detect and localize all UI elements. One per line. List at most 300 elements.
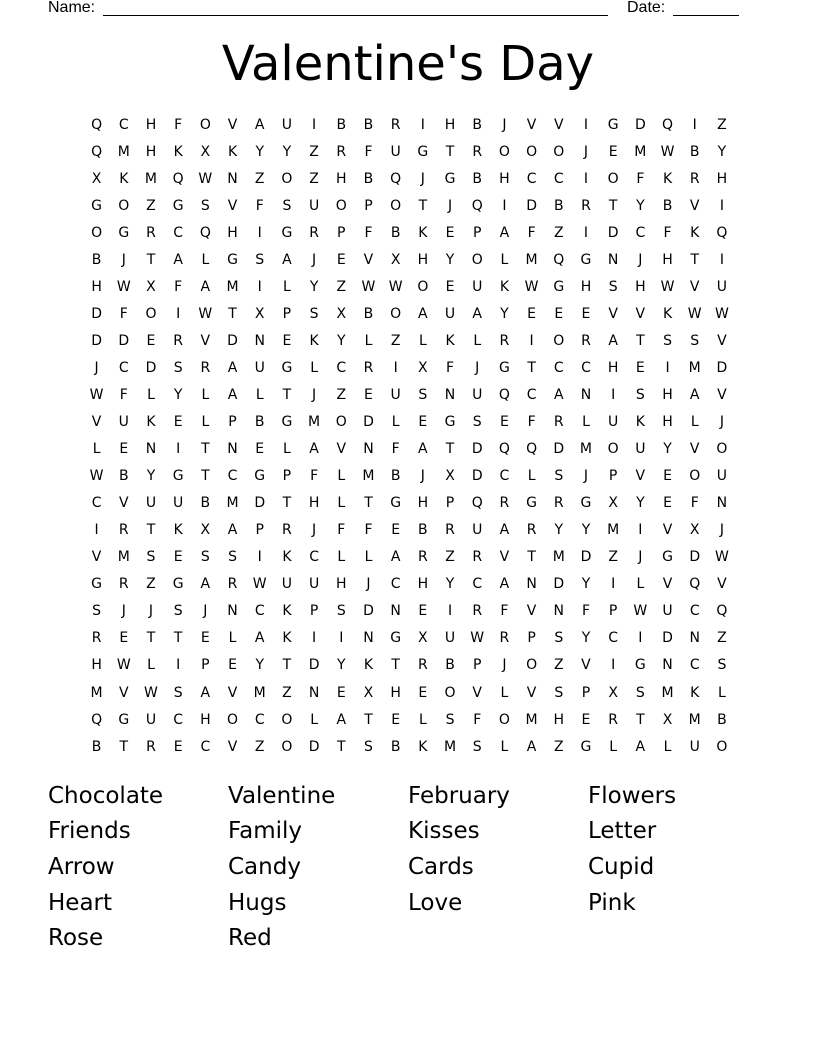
grid-letter: R — [499, 495, 510, 512]
grid-letter: I — [692, 116, 697, 133]
grid-letter: D — [227, 332, 238, 349]
word-list-row — [48, 778, 768, 814]
word-list-row — [48, 849, 768, 885]
grid-letter: G — [91, 197, 103, 214]
grid-letter: A — [499, 576, 510, 593]
grid-letter: A — [254, 630, 265, 647]
grid-letter: G — [580, 738, 592, 755]
grid-letter: Z — [608, 549, 618, 566]
grid-letter: E — [282, 332, 292, 349]
grid-letter: O — [498, 143, 510, 160]
grid-letter: U — [608, 414, 619, 431]
grid-letter: M — [661, 684, 674, 701]
grid-letter: O — [553, 143, 565, 160]
grid-letter: O — [281, 170, 293, 187]
grid-letter: V — [608, 305, 618, 322]
grid-letter: C — [200, 738, 211, 755]
grid-letter: X — [200, 522, 211, 539]
grid-letter: Y — [445, 576, 455, 593]
grid-letter: Q — [662, 116, 674, 133]
grid-letter: H — [145, 143, 157, 160]
grid-letter: E — [391, 522, 401, 539]
grid-letter: Z — [717, 116, 727, 133]
grid-letter: O — [91, 224, 103, 241]
grid-letter: V — [635, 305, 646, 322]
grid-letter: U — [390, 386, 401, 403]
grid-letter: B — [91, 251, 102, 268]
grid-letter: C — [581, 359, 591, 376]
grid-letter: V — [689, 278, 700, 295]
grid-letter: B — [472, 116, 483, 133]
grid-letter: S — [255, 251, 265, 268]
grid-letter: W — [89, 468, 104, 485]
grid-letter: D — [363, 603, 374, 620]
grid-letter: C — [254, 711, 265, 728]
grid-letter: G — [281, 359, 293, 376]
grid-letter: J — [121, 251, 126, 268]
word-list-item: Friends — [48, 818, 131, 845]
grid-letter: B — [91, 738, 102, 755]
grid-letter: S — [717, 657, 727, 674]
word-list-row — [48, 920, 768, 956]
grid-letter: M — [144, 170, 158, 187]
grid-letter: Y — [309, 278, 319, 295]
grid-letter: M — [226, 278, 239, 295]
grid-letter: L — [690, 414, 699, 431]
grid-letter: B — [689, 143, 700, 160]
grid-letter: E — [499, 414, 509, 431]
grid-letter: M — [308, 414, 321, 431]
grid-letter: X — [608, 684, 618, 701]
grid-letter: J — [420, 170, 425, 187]
grid-letter: A — [553, 386, 564, 403]
worksheet-header — [48, 0, 748, 20]
grid-letter: R — [472, 143, 483, 160]
grid-letter: P — [608, 603, 618, 620]
grid-letter: O — [444, 684, 456, 701]
grid-letter: V — [472, 684, 482, 701]
grid-row — [83, 327, 736, 354]
grid-letter: T — [445, 441, 455, 458]
grid-letter: W — [660, 143, 675, 160]
grid-letter: F — [174, 116, 183, 133]
grid-letter: D — [553, 441, 565, 458]
grid-letter: S — [690, 332, 700, 349]
grid-letter: S — [635, 684, 645, 701]
grid-letter: H — [308, 495, 320, 512]
grid-letter: Z — [282, 684, 292, 701]
grid-letter: F — [581, 603, 590, 620]
grid-letter: E — [418, 684, 428, 701]
grid-letter: J — [583, 143, 589, 160]
grid-letter: J — [583, 468, 589, 485]
grid-letter: G — [281, 224, 293, 241]
grid-letter: A — [336, 711, 347, 728]
grid-letter: Y — [337, 657, 346, 674]
grid-letter: L — [201, 414, 210, 431]
grid-letter: O — [227, 711, 239, 728]
word-list-item: Kisses — [408, 818, 480, 845]
grid-letter: R — [309, 224, 319, 241]
grid-letter: T — [608, 197, 618, 214]
grid-letter: X — [445, 468, 455, 485]
grid-letter: Y — [173, 386, 183, 403]
grid-letter: T — [228, 305, 237, 322]
grid-letter: C — [635, 224, 646, 241]
grid-letter: L — [500, 738, 509, 755]
grid-letter: U — [308, 197, 320, 214]
grid-letter: R — [689, 170, 700, 187]
grid-letter: W — [687, 305, 702, 322]
grid-letter: S — [309, 305, 319, 322]
grid-letter: E — [608, 143, 618, 160]
grid-letter: Q — [91, 116, 103, 133]
grid-letter: A — [309, 441, 319, 458]
grid-letter: I — [94, 522, 99, 539]
grid-letter: Z — [309, 170, 319, 187]
grid-letter: R — [200, 359, 211, 376]
grid-letter: C — [390, 576, 401, 593]
grid-letter: Q — [390, 170, 402, 187]
grid-letter: K — [363, 657, 374, 674]
grid-letter: J — [121, 603, 126, 620]
grid-letter: T — [282, 495, 292, 512]
grid-letter: L — [201, 386, 210, 403]
grid-letter: O — [390, 305, 402, 322]
grid-row — [83, 706, 736, 733]
grid-letter: U — [716, 278, 728, 295]
grid-letter: L — [283, 441, 291, 458]
grid-letter: A — [227, 522, 238, 539]
grid-letter: R — [445, 522, 455, 539]
grid-letter: I — [719, 251, 724, 268]
grid-letter: T — [201, 468, 210, 485]
grid-letter: I — [257, 549, 262, 566]
word-list-item: Rose — [48, 925, 104, 952]
word-list-item: Family — [228, 818, 303, 845]
grid-letter: O — [526, 143, 538, 160]
grid-letter: V — [526, 684, 537, 701]
grid-letter: A — [227, 359, 238, 376]
grid-letter: P — [472, 224, 482, 241]
grid-letter: A — [499, 224, 510, 241]
grid-letter: I — [312, 630, 317, 647]
grid-letter: P — [445, 495, 455, 512]
grid-letter: E — [391, 711, 401, 728]
grid-row — [83, 517, 736, 544]
grid-letter: E — [663, 495, 672, 512]
grid-letter: Z — [553, 657, 564, 674]
grid-letter: L — [391, 414, 400, 431]
grid-letter: T — [146, 522, 156, 539]
grid-letter: E — [173, 414, 183, 431]
grid-letter: S — [635, 386, 645, 403]
grid-letter: Y — [663, 441, 672, 458]
grid-letter: I — [638, 630, 643, 647]
grid-letter: X — [689, 522, 700, 539]
grid-letter: G — [390, 495, 402, 512]
grid-letter: E — [663, 468, 672, 485]
grid-letter: N — [145, 441, 157, 458]
grid-letter: V — [581, 657, 591, 674]
word-list-item: Hugs — [228, 889, 287, 916]
grid-letter: O — [281, 738, 293, 755]
grid-letter: M — [226, 495, 239, 512]
grid-letter: W — [633, 603, 648, 620]
grid-letter: V — [689, 441, 700, 458]
grid-letter: G — [172, 468, 184, 485]
date-blank-line[interactable] — [673, 15, 739, 16]
grid-letter: I — [176, 657, 181, 674]
grid-letter: E — [527, 305, 537, 322]
grid-letter: C — [118, 359, 129, 376]
grid-letter: F — [174, 278, 183, 295]
grid-letter: H — [444, 116, 456, 133]
grid-letter: A — [390, 549, 401, 566]
grid-letter: S — [364, 738, 373, 755]
grid-letter: B — [363, 170, 374, 187]
grid-letter: C — [499, 468, 510, 485]
grid-letter: U — [662, 603, 673, 620]
grid-letter: Y — [717, 143, 727, 160]
grid-letter: B — [363, 116, 374, 133]
name-label: Name: — [48, 0, 96, 16]
grid-letter: H — [417, 251, 429, 268]
name-blank-line[interactable] — [103, 15, 608, 16]
grid-letter: Z — [445, 549, 455, 566]
grid-letter: W — [714, 305, 729, 322]
grid-letter: S — [146, 549, 156, 566]
grid-letter: L — [255, 386, 264, 403]
grid-letter: H — [91, 657, 102, 674]
grid-letter: N — [308, 684, 320, 701]
grid-letter: L — [147, 657, 155, 674]
grid-letter: P — [527, 630, 536, 647]
grid-letter: R — [146, 738, 156, 755]
grid-letter: N — [254, 332, 265, 349]
grid-letter: W — [524, 278, 539, 295]
grid-letter: M — [525, 251, 538, 268]
grid-letter: Z — [336, 278, 347, 295]
grid-letter: O — [390, 197, 402, 214]
grid-letter: L — [228, 630, 237, 647]
grid-letter: G — [118, 224, 130, 241]
grid-letter: E — [635, 359, 645, 376]
grid-letter: W — [116, 657, 131, 674]
grid-letter: Q — [471, 495, 483, 512]
grid-letter: W — [89, 386, 104, 403]
grid-letter: Z — [254, 170, 265, 187]
grid-letter: O — [471, 251, 483, 268]
grid-letter: N — [580, 386, 592, 403]
grid-letter: T — [418, 197, 428, 214]
word-list-item: Letter — [588, 818, 657, 845]
grid-letter: C — [173, 711, 184, 728]
grid-letter: W — [144, 684, 158, 701]
grid-letter: J — [366, 576, 371, 593]
grid-letter: V — [717, 332, 727, 349]
letter-grid — [83, 111, 736, 760]
grid-letter: F — [500, 603, 509, 620]
word-list-item: Heart — [48, 889, 113, 916]
grid-letter: D — [689, 549, 701, 566]
grid-letter: J — [638, 251, 643, 268]
grid-letter: L — [310, 711, 318, 728]
grid-letter: T — [364, 495, 373, 512]
word-list-item: Chocolate — [48, 782, 164, 809]
grid-letter: K — [662, 305, 673, 322]
grid-letter: E — [119, 630, 129, 647]
grid-letter: V — [336, 441, 347, 458]
grid-letter: X — [146, 278, 156, 295]
grid-letter: I — [420, 116, 425, 133]
grid-letter: T — [282, 657, 292, 674]
grid-letter: U — [472, 386, 483, 403]
grid-letter: O — [335, 414, 347, 431]
grid-letter: D — [553, 576, 565, 593]
grid-letter: F — [391, 441, 400, 458]
grid-letter: C — [309, 549, 319, 566]
grid-letter: J — [719, 414, 724, 431]
grid-letter: F — [527, 414, 536, 431]
grid-row — [83, 436, 736, 463]
grid-letter: L — [364, 549, 373, 566]
grid-letter: Y — [554, 522, 564, 539]
grid-letter: O — [118, 197, 130, 214]
grid-letter: D — [526, 197, 537, 214]
grid-letter: E — [418, 414, 428, 431]
grid-letter: D — [471, 468, 483, 485]
grid-letter: R — [363, 359, 374, 376]
grid-letter: K — [282, 630, 292, 647]
grid-letter: Q — [498, 441, 510, 458]
grid-letter: N — [444, 386, 456, 403]
grid-letter: T — [119, 738, 129, 755]
grid-letter: G — [172, 197, 184, 214]
grid-letter: V — [227, 197, 238, 214]
grid-letter: L — [582, 414, 590, 431]
grid-letter: V — [635, 468, 646, 485]
grid-letter: F — [364, 224, 373, 241]
grid-letter: E — [336, 251, 346, 268]
grid-letter: S — [336, 603, 346, 620]
grid-letter: G — [662, 549, 673, 566]
grid-letter: R — [282, 522, 292, 539]
grid-letter: D — [716, 359, 728, 376]
grid-letter: V — [689, 197, 700, 214]
grid-letter: P — [309, 603, 319, 620]
grid-letter: G — [118, 711, 130, 728]
grid-letter: P — [472, 657, 482, 674]
grid-letter: I — [339, 630, 344, 647]
word-list-item: Love — [408, 889, 463, 916]
grid-letter: R — [417, 549, 428, 566]
grid-letter: V — [662, 576, 673, 593]
grid-letter: B — [254, 414, 265, 431]
word-list-item: Cards — [408, 853, 474, 880]
grid-letter: O — [498, 711, 510, 728]
grid-letter: J — [638, 549, 643, 566]
grid-letter: P — [282, 305, 292, 322]
date-label: Date: — [627, 0, 666, 16]
grid-letter: F — [337, 522, 346, 539]
grid-letter: Y — [445, 251, 455, 268]
grid-letter: L — [718, 684, 726, 701]
grid-letter: B — [118, 468, 129, 485]
grid-letter: Q — [91, 143, 103, 160]
grid-letter: S — [472, 738, 482, 755]
grid-letter: C — [526, 386, 537, 403]
grid-letter: W — [198, 170, 213, 187]
grid-letter: F — [473, 711, 482, 728]
grid-letter: L — [147, 386, 155, 403]
grid-letter: M — [607, 522, 620, 539]
grid-letter: C — [173, 224, 184, 241]
grid-letter: O — [716, 441, 728, 458]
grid-letter: G — [417, 143, 429, 160]
grid-letter: D — [308, 738, 320, 755]
grid-letter: L — [337, 495, 346, 512]
grid-letter: U — [444, 305, 456, 322]
grid-letter: H — [227, 224, 238, 241]
grid-letter: Y — [581, 522, 591, 539]
grid-letter: R — [390, 116, 401, 133]
grid-letter: D — [91, 305, 102, 322]
grid-letter: J — [148, 603, 154, 620]
grid-letter: V — [200, 332, 211, 349]
grid-letter: S — [92, 603, 102, 620]
grid-letter: B — [390, 738, 401, 755]
grid-letter: E — [581, 305, 591, 322]
grid-letter: R — [553, 414, 564, 431]
grid-row — [83, 652, 736, 679]
grid-letter: E — [581, 711, 591, 728]
grid-letter: Q — [716, 224, 728, 241]
grid-letter: S — [472, 414, 482, 431]
grid-letter: A — [200, 576, 211, 593]
grid-letter: R — [173, 332, 184, 349]
grid-letter: T — [201, 441, 210, 458]
page-title: Valentine's Day — [221, 36, 595, 92]
grid-letter: L — [337, 468, 346, 485]
grid-letter: M — [688, 359, 701, 376]
grid-letter: T — [364, 711, 373, 728]
grid-letter: W — [714, 549, 729, 566]
grid-letter: L — [527, 468, 536, 485]
grid-letter: W — [361, 278, 376, 295]
grid-letter: O — [607, 441, 619, 458]
grid-row — [83, 679, 736, 706]
grid-letter: U — [173, 495, 184, 512]
grid-letter: M — [362, 468, 375, 485]
grid-letter: O — [145, 305, 157, 322]
grid-letter: S — [282, 197, 292, 214]
grid-letter: W — [116, 278, 131, 295]
grid-letter: D — [308, 657, 320, 674]
grid-letter: H — [336, 170, 347, 187]
grid-letter: Z — [553, 224, 564, 241]
grid-letter: Z — [717, 630, 727, 647]
grid-letter: G — [580, 495, 592, 512]
grid-letter: D — [254, 495, 266, 512]
grid-row — [83, 544, 736, 571]
grid-letter: E — [336, 684, 346, 701]
grid-letter: M — [579, 441, 593, 458]
grid-letter: V — [91, 549, 102, 566]
grid-letter: P — [608, 468, 618, 485]
grid-letter: A — [200, 684, 211, 701]
grid-letter: L — [310, 359, 318, 376]
